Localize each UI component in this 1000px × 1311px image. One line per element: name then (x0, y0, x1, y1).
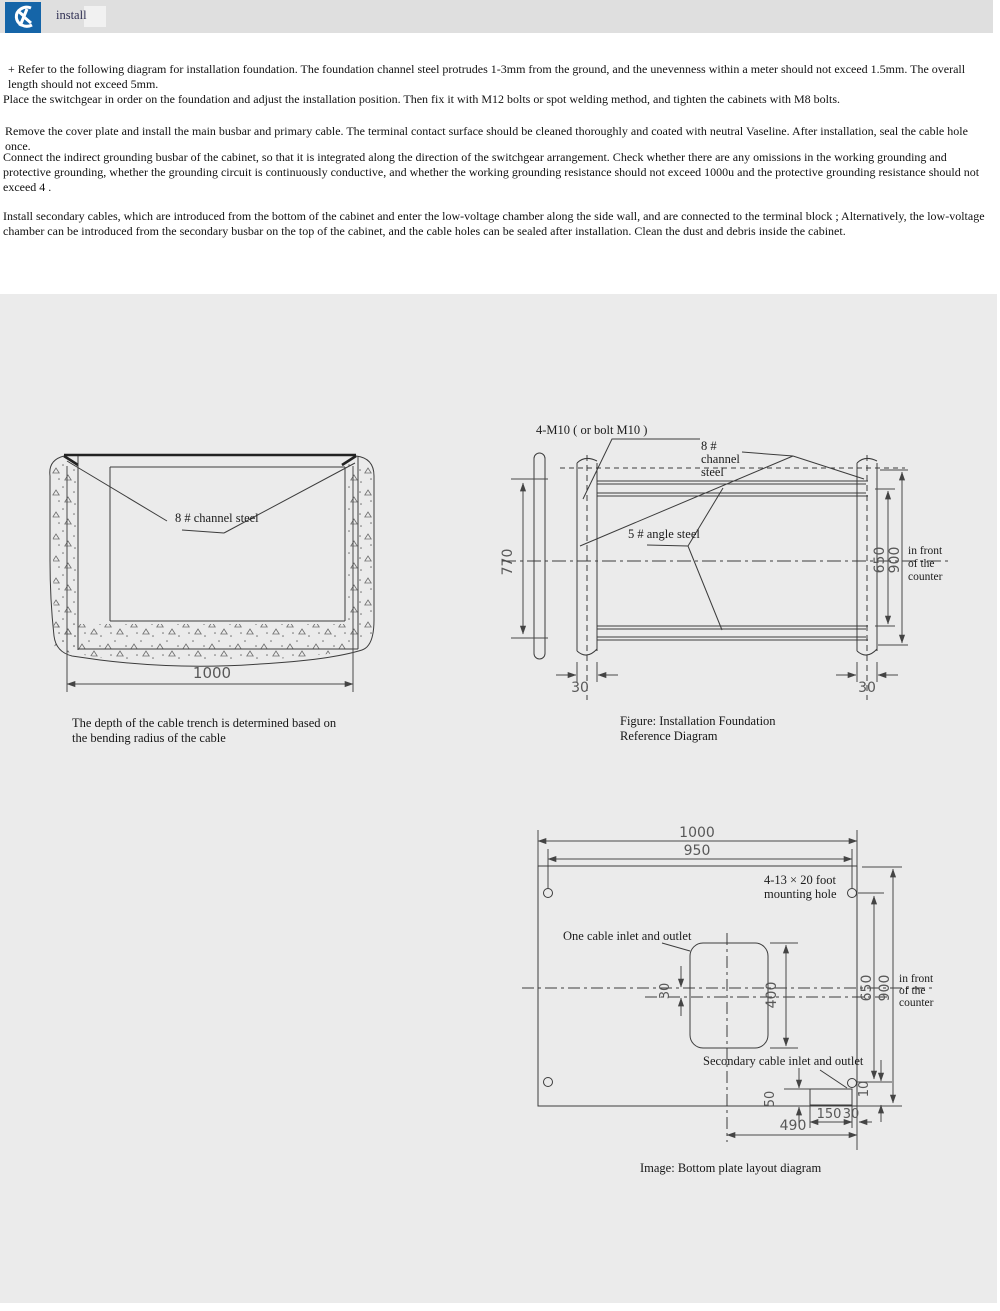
plate-primary-leader (662, 943, 690, 951)
foundation-channel-label-l1: 8 # (701, 439, 717, 453)
foundation-angle-leader (647, 488, 723, 630)
foundation-dim-650: 650 (872, 546, 888, 574)
intro-paragraph-4: Connect the indirect grounding busbar of the cabinet, so that it is integrated along the direction of the switchgear arrangement. Check whether there are any omissions in the working grounding and protective grounding, whether the grounding circuit is continuously conductive, and whether the working grounding resistance should not exceed 1000u and the protective grounding resistance should not exceed 4 . (3, 150, 980, 194)
trench-left-wall-concrete (52, 462, 78, 650)
trench-walls (78, 456, 358, 650)
foundation-note-l1: in front (908, 545, 943, 557)
plate-hole-label-l1: 4-13 × 20 foot (764, 873, 836, 887)
plate-dim-650: 650 (859, 974, 875, 1002)
plate-diagram (522, 825, 934, 1150)
foundation-channel-label-l3: steel (701, 465, 724, 479)
trench-diagram (50, 455, 374, 692)
intro-paragraph-5: Install secondary cables, which are introduced from the bottom of the cabinet and enter the low-voltage chamber along the side wall, and are connected to the terminal block ; Alternatively, the low-voltage chamber can be introduced from the secondary busbar on the top of the cabinet, and the cable holes can be sealed after installation. Clean the dust and debris inside the cabinet. (3, 209, 985, 238)
foundation-30-ext-ticks (577, 662, 877, 682)
plate-hole-label-l2: mounting hole (764, 887, 837, 901)
foundation-caption-line1: Figure: Installation Foundation (620, 714, 776, 728)
foundation-dim-900: 900 (887, 546, 903, 574)
foundation-bolt-leader (583, 439, 700, 499)
plate-dim-900: 900 (877, 974, 893, 1002)
page-title: install (56, 8, 87, 22)
trench-dim-1000: 1000 (192, 664, 232, 682)
trench-right-wall-concrete (348, 462, 372, 644)
mounting-hole-bottom-left (544, 1078, 553, 1087)
plate-note-l1: in front (899, 973, 934, 985)
foundation-side-channel (534, 453, 545, 659)
mounting-hole-top-right (848, 889, 857, 898)
trench-caption-line2: the bending radius of the cable (72, 731, 226, 745)
foundation-dim-30-right: 30 (858, 680, 876, 696)
intro-paragraph-1: + Refer to the following diagram for installation foundation. The foundation channel steel protrudes 1-3mm from the ground, and the unevenness within a meter should not exceed 1.5mm. The overall length should not exceed 5mm. (8, 62, 966, 91)
plate-secondary-label: Secondary cable inlet and outlet (703, 1054, 864, 1068)
intro-paragraph-3: Remove the cover plate and install the main busbar and primary cable. The terminal contact surface should be cleaned thoroughly and coated with neutral Vaseline. After installation, seal the cable hole once. (5, 124, 968, 153)
foundation-caption (620, 714, 776, 744)
secondary-cable-opening (810, 1089, 852, 1105)
plate-note-l2: of the (899, 985, 926, 997)
foundation-note-l3: counter (908, 571, 943, 583)
plate-dim-150: 150 (816, 1107, 842, 1122)
foundation-dim-770: 770 (500, 548, 516, 576)
mounting-hole-bottom-right (848, 1079, 857, 1088)
intro-paragraph-2: Place the switchgear in order on the foundation and adjust the installation position. Then fix it with M12 bolts or spot welding method, and tighten the cabinets with M8 bolts. (3, 92, 840, 106)
plate-dim-490: 490 (779, 1118, 807, 1134)
plate-dim-950: 950 (683, 843, 711, 859)
mounting-hole-top-left (544, 889, 553, 898)
plate-dim-30-offset: 30 (658, 982, 673, 1000)
plate-dim-30-edge: 30 (842, 1107, 860, 1122)
plate-secondary-leader (820, 1070, 847, 1088)
plate-note-l3: counter (899, 997, 934, 1009)
foundation-diagram (500, 423, 952, 700)
plate-caption: Image: Bottom plate layout diagram (640, 1161, 822, 1175)
trench-channel-steel-label: 8 # channel steel (175, 511, 259, 525)
trench-corner-marks (64, 456, 356, 465)
plate-dim-1000: 1000 (679, 825, 715, 841)
foundation-angle-label: 5 # angle steel (628, 527, 700, 541)
foundation-channel-label-l2: channel (701, 452, 740, 466)
primary-cable-opening (690, 943, 768, 1048)
foundation-caption-line2: Reference Diagram (620, 729, 718, 743)
trench-floor-concrete (56, 624, 358, 662)
trench-caption-line1: The depth of the cable trench is determined based on (72, 716, 337, 730)
foundation-bolt-label: 4-M10 ( or bolt M10 ) (536, 423, 648, 437)
plate-dim-400: 400 (764, 981, 780, 1009)
plate-dim-50: 50 (763, 1090, 778, 1108)
foundation-770-ticks (511, 479, 548, 638)
foundation-dim-30-left: 30 (571, 680, 589, 696)
foundation-rail-centerlines (587, 455, 867, 700)
plate-outline (538, 866, 857, 1106)
foundation-note-l2: of the (908, 558, 935, 570)
plate-primary-label: One cable inlet and outlet (563, 929, 692, 943)
plate-dim-10: 10 (857, 1080, 872, 1098)
trench-caption (72, 716, 336, 746)
